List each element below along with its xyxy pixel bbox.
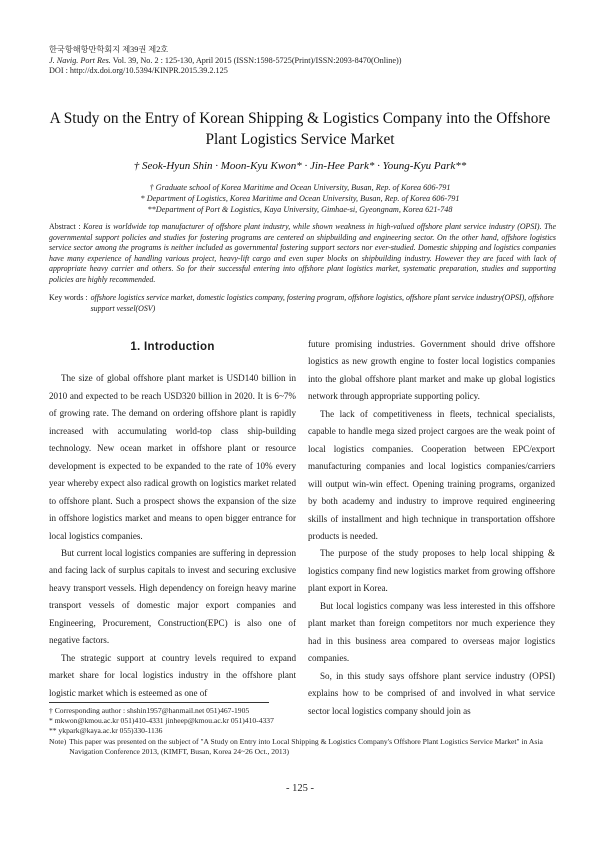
keywords-list: offshore logistics service market, domestic logistics company, fostering program, offshore logistics, offshore plant service industry(OPSI), offshore support vessel(OSV) bbox=[90, 293, 554, 313]
abstract bbox=[49, 222, 556, 286]
left-column bbox=[49, 333, 296, 702]
footnote-coauthors-1: * mkwon@kmou.ac.kr 051)410-4331 jinheep@kmou.ac.kr 051)410-4337 bbox=[49, 716, 274, 726]
right-column bbox=[308, 336, 555, 720]
title-line-2: Plant Logistics Service Market bbox=[205, 131, 395, 148]
paragraph: But current local logistics companies are suffering in depression and facing lack of surplus capitals to invest and securing exclusive heavy transport vessels. High dependency on foreign heavy marine transport vessels of domestic major export companies and Engineering, Procurement, Construction(EPC) is also one of negative factors. bbox=[49, 547, 296, 646]
footnotes bbox=[49, 706, 559, 757]
paragraph: The size of global offshore plant market is USD140 billion in 2010 and expected to be reach USD320 billion in 2020. It is 6~7% of growing rate. The demand on ordering offshore plant is rapidly increased with accumulating world-top class ship-building technology. New ocean market in offshore plant or resource development is expected to be expanded to the rate of 10% every year whereby expect also radical growth on logistics market related to offshore plant. Such a prospect shows the expansion of the size in offshore logistics market and means to open bigger entrance for local logistics companies. bbox=[49, 373, 296, 541]
paragraph: future promising industries. Government should drive offshore logistics as new growth engine to foster local logistics companies into the global offshore plant market and make up global logistics network through appropriate supporting policy. bbox=[308, 339, 555, 402]
section-heading-introduction: 1. Introduction bbox=[130, 341, 215, 353]
abstract-text: Korea is worldwide top manufacturer of offshore plant industry, while shown weakness in high-valued offshore plant service industry (OPSI). The governmental support policies and studies for fostering programs are centered on shipbuilding and engineering sector. On the other hand, offshore logistics service sector among the programs is neither included as governmental fostering support sectors nor ever-studied. Domestic shipping and logistics companies have many experience of handling various project, heavy-lift cargo and even super blocks on shipbuilding industry. However they are faced with lack of appropriate heavy carrier and others. So for their successful entering into offshore plant logistics market, systematic preparation, studies and supporting policies are highly recommended. bbox=[49, 222, 556, 284]
keywords-label: Key words : bbox=[49, 293, 88, 302]
paper-title bbox=[40, 108, 560, 150]
journal-citation bbox=[49, 56, 559, 67]
affiliations bbox=[40, 183, 560, 216]
journal-header bbox=[49, 45, 559, 77]
note-text: This paper was presented on the subject of "A Study on Entry into Local Shipping & Logistics Company's Offshore Plant Logistics Service Market" in Asia Navigation Conference 2013, (KIMFT, Busan, Korea 24~26 Oct., 2013) bbox=[69, 736, 543, 756]
footnote-divider bbox=[49, 702, 269, 703]
note-label: Note) bbox=[49, 736, 67, 746]
paragraph: So, in this study says offshore plant service industry (OPSI) explains how to be comprised of and involved in what service sector local logistics company should join as bbox=[308, 670, 555, 716]
author-list: † Seok-Hyun Shin · Moon-Kyu Kwon* · Jin-Hee Park* · Young-Kyu Park** bbox=[133, 160, 467, 172]
journal-volume-info: Vol. 39, No. 2 : 125-130, April 2015 (ISSN:1598-5725(Print)/ISSN:2093-8470(Online)) bbox=[110, 55, 402, 65]
journal-korean-name: 한국항해항만학회지 제39권 제2호 bbox=[49, 45, 169, 54]
paragraph: The strategic support at country levels required to expand market share for local logistics industry in the offshore plant logistic market which is esteemed as one of bbox=[49, 652, 296, 698]
doi-line[interactable]: DOI : http://dx.doi.org/10.5394/KINPR.2015.39.2.125 bbox=[49, 66, 228, 76]
title-line-1: A Study on the Entry of Korean Shipping & Logistics Company into the Offshore bbox=[49, 110, 551, 127]
page-number: - 125 - bbox=[286, 783, 314, 794]
affiliation-1: † Graduate school of Korea Maritime and Ocean University, Busan, Rep. of Korea 606-791 bbox=[149, 183, 451, 192]
footnote-corresponding: † Corresponding author : shshin1957@hanmail.net 051)467-1905 bbox=[49, 706, 250, 715]
paragraph: But local logistics company was less interested in this offshore plant market than foreign competitors nor much experience they had in this business area compared to overseas major logistics companies. bbox=[308, 600, 555, 664]
footnote-coauthors-2: ** ykpark@kaya.ac.kr 055)330-1136 bbox=[49, 726, 163, 736]
affiliation-3: **Department of Port & Logistics, Kaya University, Gimhae-si, Gyeongnam, Korea 621-748 bbox=[147, 204, 453, 214]
paragraph: The lack of competitiveness in fleets, technical specialists, capable to handle mega sized project cargoes are the weak point of local logistics companies. Cooperation between EPC/export manufacturing companies and local logistics companies/carriers will output win-win effect. Opening training programs, organized by both academy and industry to improve required engineering skills of installment and high technique in transportation offshore products is needed. bbox=[308, 408, 555, 541]
abstract-label: Abstract : bbox=[49, 222, 84, 231]
journal-abbrev: J. Navig. Port Res. bbox=[49, 55, 111, 65]
keywords bbox=[49, 293, 556, 314]
affiliation-2: * Department of Logistics, Korea Maritime and Ocean University, Busan, Rep. of Korea 606-791 bbox=[140, 193, 460, 203]
paragraph: The purpose of the study proposes to help local shipping & logistics company find new logistics market from growing offshore plant export in Korea. bbox=[308, 548, 555, 594]
footnote-note bbox=[49, 737, 559, 757]
